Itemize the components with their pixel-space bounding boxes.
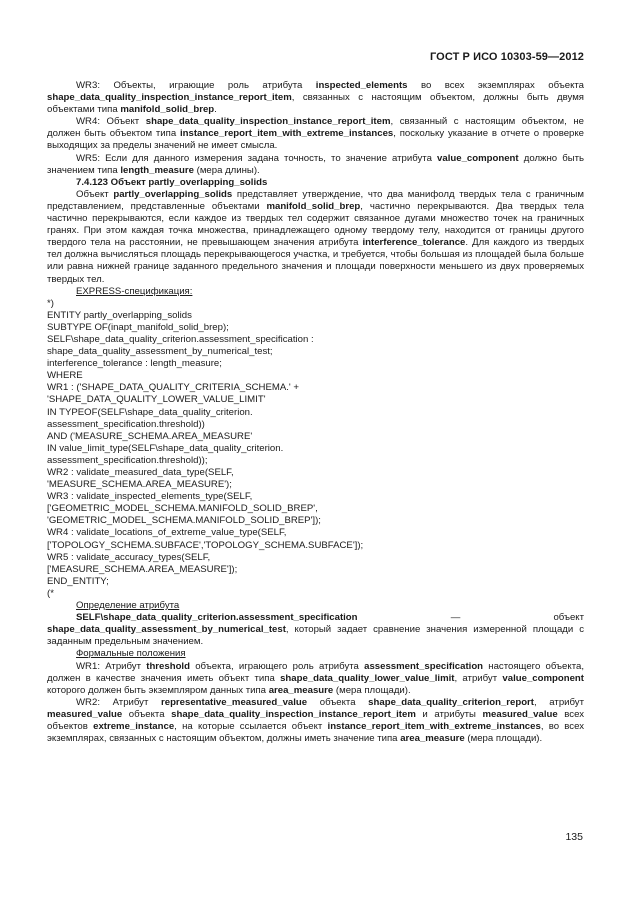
section-heading: 7.4.123 Объект partly_overlapping_solids [76,176,268,188]
code-line: 'MEASURE_SCHEMA.AREA_MEASURE'); [47,479,232,491]
code-line: ['MEASURE_SCHEMA.AREA_MEASURE']); [47,563,238,575]
standard-header: ГОСТ Р ИСО 10303-59—2012 [429,51,584,63]
page-number: 135 [565,831,583,843]
attribute-definition: SELF\shape_data_quality_criterion.assessment_specification — объект shape_data_quality_assessment_by_numerical_test, который задает сравнение значения измеренной площади с заданным предельным значением. [47,612,584,648]
express-code-block [47,298,584,600]
code-line: WR5 : validate_accuracy_types(SELF, [47,551,211,563]
code-line: WR2 : validate_measured_data_type(SELF, [47,467,234,478]
code-line: assessment_specification.threshold)) [47,418,205,430]
page-content [47,80,584,745]
code-line: IN TYPEOF(SELF\shape_data_quality_criterion. [47,406,253,418]
code-line: WR3 : validate_inspected_elements_type(SELF, [47,491,253,503]
entity-description: Объект partly_overlapping_solids представляет утверждение, что два манифолд твердых тела с граничным представлением, представленные объектами manifold_solid_brep, частично перекрываются. Два твердых тела частично перекрываются, если каждое из твердых тел содержит связанное дугами множество точек на граничных гранях. При этом каждая точка множества, принадлежащего одному твердому телу, находится от границы другого твердого тела на расстоянии, не превышающем значения атрибута interference_tolerance. Для каждого из твердых тел должна вычисляться площадь перекрывающегося участка, и требуется, чтобы большая из площадей была больше или равна нижней границе заданного предельного значения и площади поверхности меньшего из двух проверяемых твердых тел. [47,188,584,285]
wr5-paragraph: WR5: Если для данного измерения задана точность, то значение атрибута value_component должно быть значением типа length_measure (мера длины). [47,152,584,176]
code-line: ENTITY partly_overlapping_solids [47,309,192,321]
code-line: 'GEOMETRIC_MODEL_SCHEMA.MANIFOLD_SOLID_BREP']); [47,515,321,527]
code-line: ['GEOMETRIC_MODEL_SCHEMA.MANIFOLD_SOLID_BREP', [47,503,318,515]
code-line: WR1 : ('SHAPE_DATA_QUALITY_CRITERIA_SCHEMA.' + [47,382,300,394]
code-line: SUBTYPE OF(inapt_manifold_solid_brep); [47,321,229,333]
formal-wr2: WR2: Атрибут representative_measured_value объекта shape_data_quality_criterion_report, атрибут measured_value объекта shape_data_quality_inspection_instance_report_item и атрибуты measured_value всех объектов extreme_instance, на которые ссылается объект instance_report_item_with_extreme_instances, во всех экземплярах, связанных с настоящим объектом, должны иметь значение типа area_measure (мера площади). [47,696,584,745]
code-line: SELF\shape_data_quality_criterion.assessment_specification : [47,333,314,345]
code-line: AND ('MEASURE_SCHEMA.AREA_MEASURE' [47,430,253,442]
attribute-definition-label: Определение атрибута [76,600,180,612]
code-line: shape_data_quality_assessment_by_numerical_test; [47,346,273,358]
express-label: EXPRESS-спецификация: [76,285,193,297]
wr3-paragraph: WR3: Объекты, играющие роль атрибута inspected_elements во всех экземплярах объекта shape_data_quality_inspection_instance_report_item, связанных с настоящим объектом, должны быть двумя объектами типа manifold_solid_brep. [47,80,585,116]
code-line: 'SHAPE_DATA_QUALITY_LOWER_VALUE_LIMIT' [47,394,266,406]
code-line: WHERE [47,370,83,382]
code-line: assessment_specification.threshold)); [47,454,208,466]
code-line: IN value_limit_type(SELF\shape_data_quality_criterion. [47,442,284,454]
code-line: interference_tolerance : length_measure; [47,358,222,370]
code-line: *) [47,297,54,309]
wr4-paragraph: WR4: Объект shape_data_quality_inspection_instance_report_item, связанный с настоящим объектом, не должен быть объектом типа instance_report_item_with_extreme_instances, поскольку указание в отчете о проверке выходящих за пределы значений не имеет смысла. [47,116,585,152]
code-line: WR4 : validate_locations_of_extreme_value_type(SELF, [47,527,287,539]
code-line: END_ENTITY; [47,575,109,587]
formal-wr1: WR1: Атрибут threshold объекта, играющего роль атрибута assessment_specification настоящего объекта, должен в качестве значения иметь объект типа shape_data_quality_lower_value_limit, атрибут value_component которого должен быть экземпляром данных типа area_measure (мера площади). [47,660,584,696]
code-line: ['TOPOLOGY_SCHEMA.SUBFACE','TOPOLOGY_SCHEMA.SUBFACE']); [47,539,364,551]
code-line: (* [47,587,54,599]
formal-propositions-label: Формальные положения [76,648,186,660]
